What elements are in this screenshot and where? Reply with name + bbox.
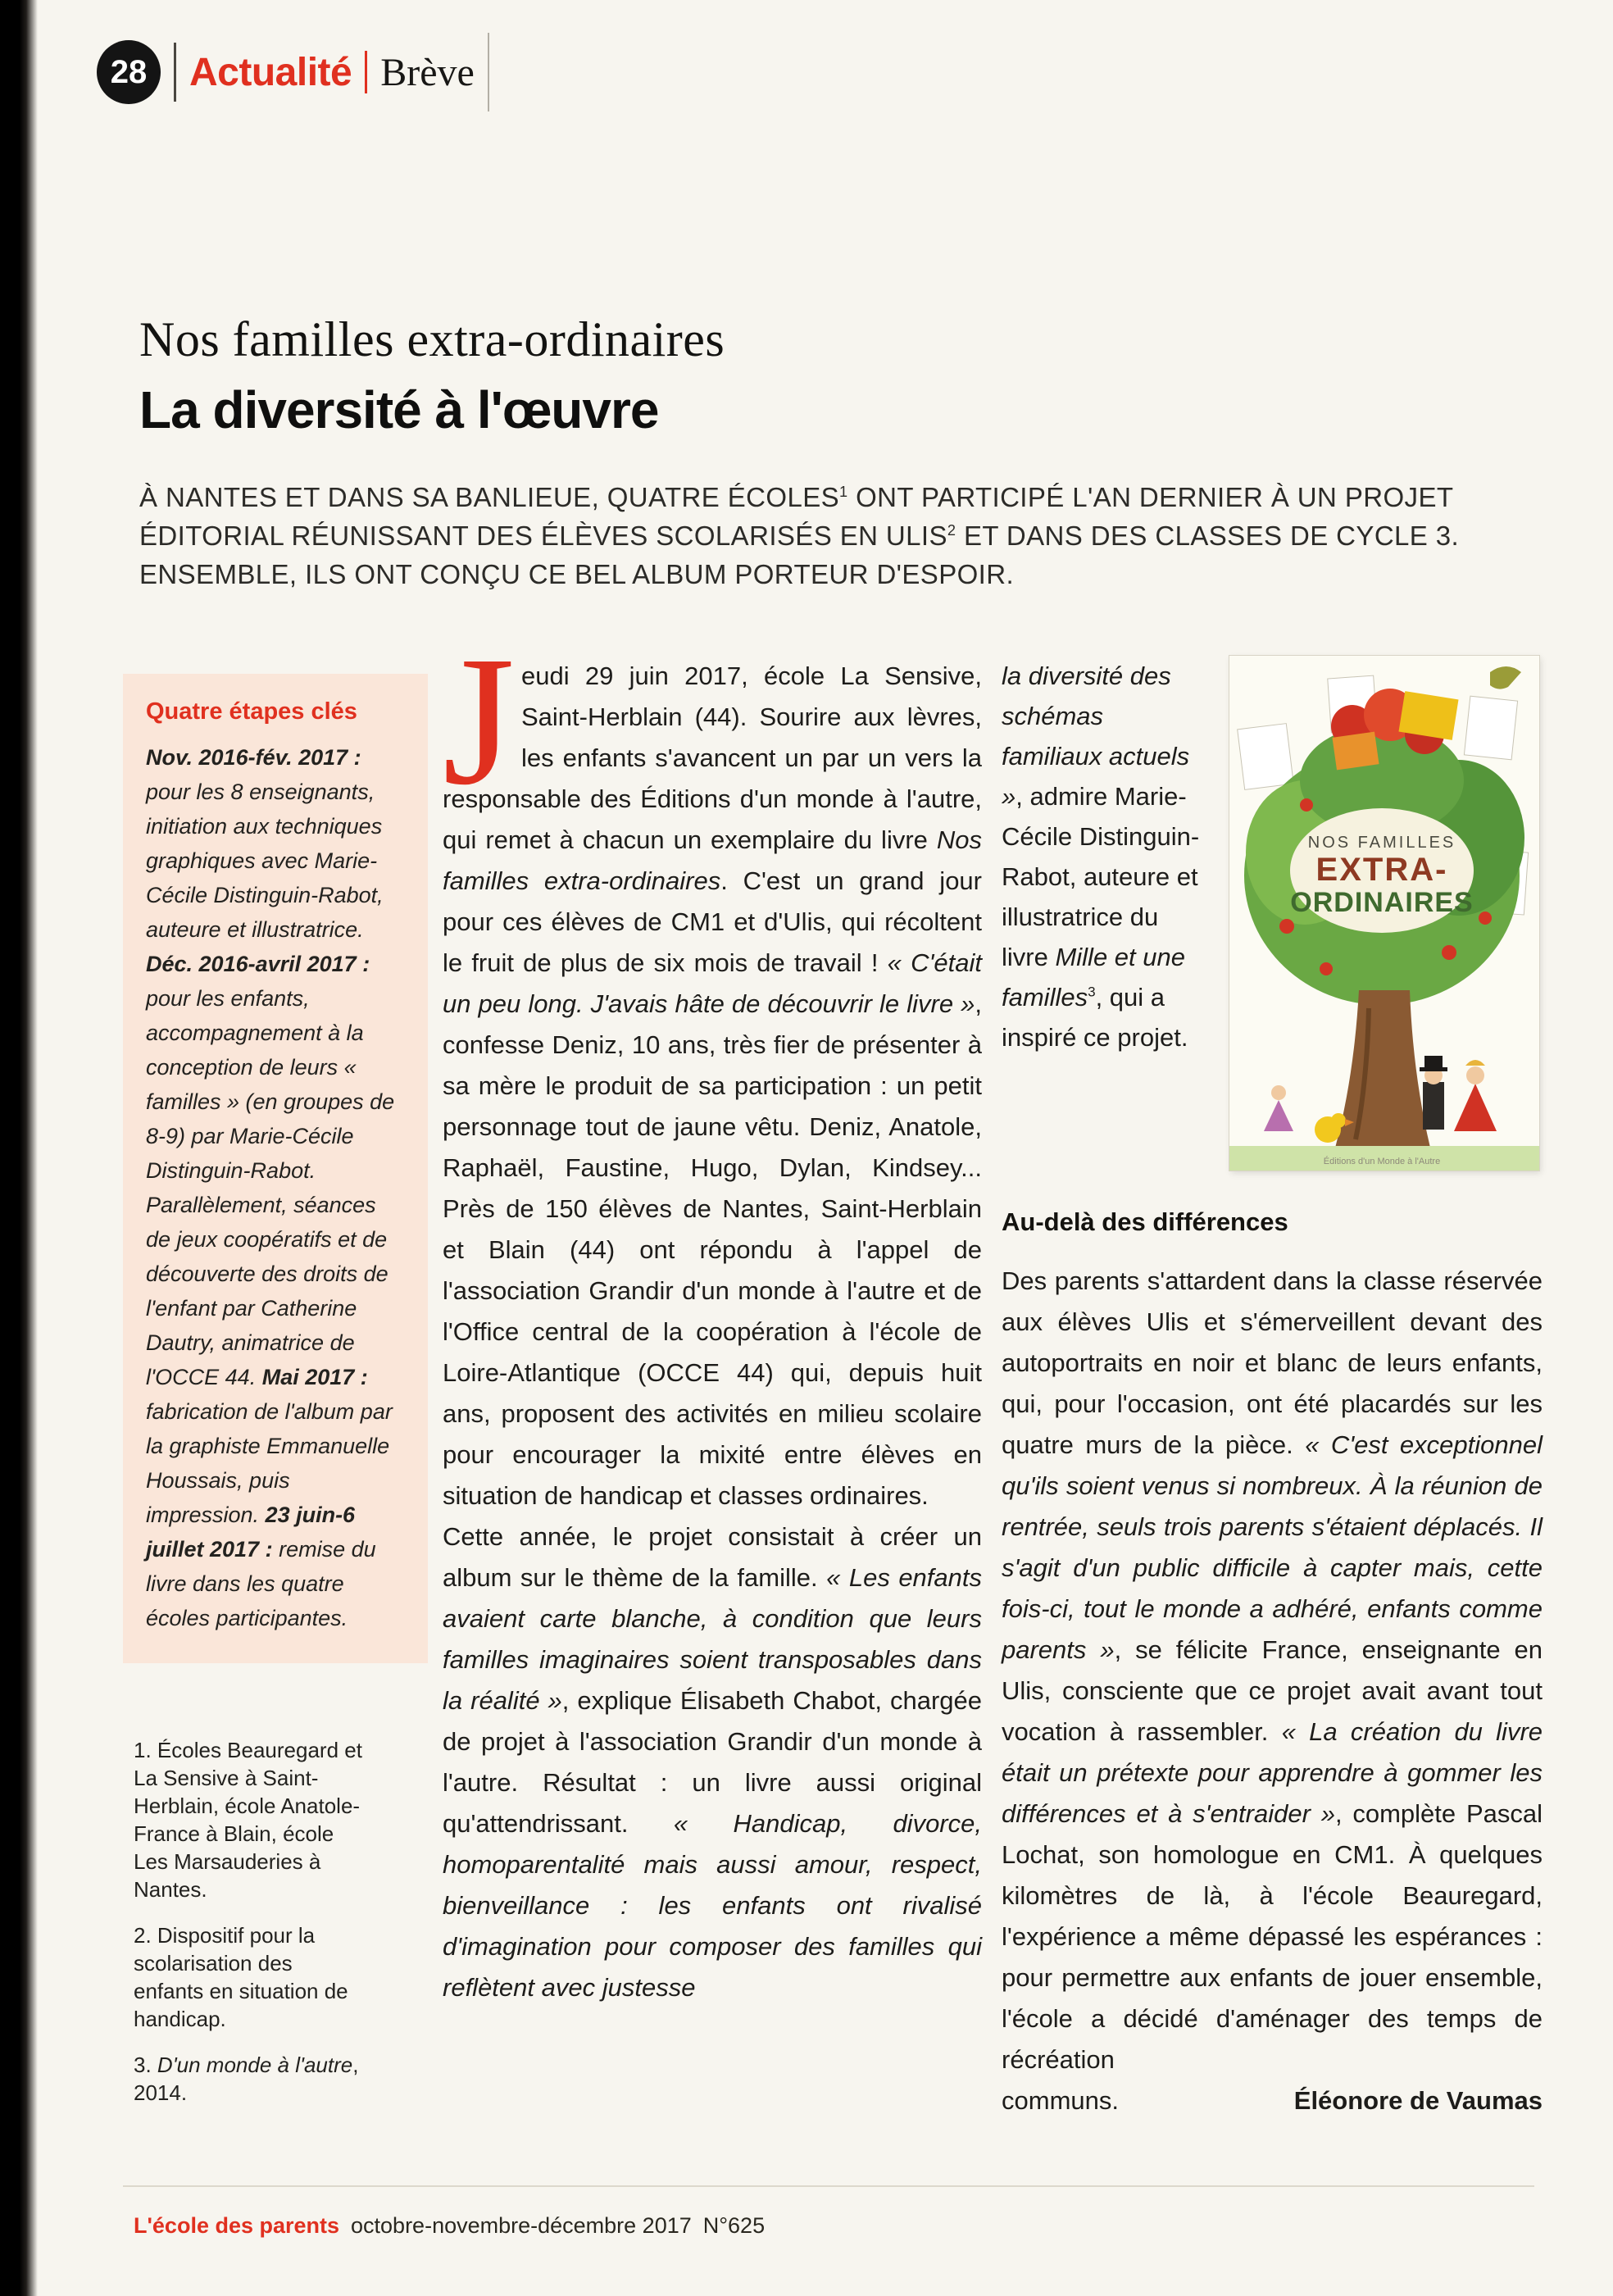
cover-series-title: NOS FAMILLES — [1307, 834, 1456, 852]
article-paragraph-continuation: la diversité des schémas familiaux actuels », admire Marie-Cécile Distinguin-Rabot, auteure et illustratrice du livre Mille et une familles$^3$, qui a inspiré ce projet. — [1002, 662, 1200, 1052]
book-cover — [1229, 656, 1539, 1171]
article-paragraph-3: Des parents s'attardent dans la classe réservée aux élèves Ulis et s'émerveillent devant des autoportraits en noir et blanc de leurs enfants, qui, pour l'occasion, ont été placardés sur les quatre murs de la pièce. « C'est exceptionnel qu'ils soient venus si nombreux. À la réunion de rentrée, seuls trois parents s'étaient déplacés. Il s'agit d'un public difficile à capter mais, cette fois-ci, tout le monde a adhéré, enfants comme parents », se félicite France, enseignante en Ulis, consciente que ce projet avait avant tout vocation à rassembler. « La création du livre était un prétexte pour apprendre à gommer les différences et à s'entraider », complète Pascal Lochat, son homologue en CM1. À quelques kilomètres de là, à l'école Beauregard, l'expérience a même dépassé les espérances : pour permettre aux enfants de jouer ensemble, l'école a décidé d'aménager des temps de récréation — [1002, 1266, 1543, 2074]
sidebar-body: Nov. 2016-fév. 2017 : pour les 8 enseignants, initiation aux techniques graphiques avec Marie-Cécile Distinguin-Rabot, auteure et illustratrice. Déc. 2016-avril 2017 : pour les enfants, accompagnement à la conception de leurs « familles » (en groupes de 8-9) par Marie-Cécile Distinguin-Rabot. Parallèlement, séances de jeux coopératifs et de découverte des droits de l'enfant par Catherine Dautry, animatrice de l'OCCE 44. Mai 2017 : fabrication de l'album par la graphiste Emmanuelle Houssais, puis impression. 23 juin-6 juillet 2017 : remise du livre dans les quatre écoles participantes. — [146, 745, 395, 1630]
masthead-divider-gray — [488, 33, 489, 111]
rubric-label: Brève — [380, 50, 475, 94]
article-subheading: Au-delà des différences — [1002, 1207, 1288, 1236]
footnote-2: 2. Dispositif pour la scolarisation des enfants en situation de handicap. — [134, 1923, 348, 2031]
article-column-2 — [1002, 656, 1543, 2121]
masthead-divider — [174, 43, 176, 102]
article-kicker-title: Nos familles extra-ordinaires — [139, 312, 725, 366]
footer-rule — [123, 2185, 1534, 2187]
masthead — [97, 33, 489, 111]
cover-title-line1: EXTRA- — [1315, 852, 1448, 888]
issue-number: N°625 — [702, 2213, 766, 2238]
article-header — [139, 311, 1538, 593]
page-footer — [134, 2213, 765, 2239]
page-number: 28 — [110, 53, 148, 90]
article-last-line — [1002, 2080, 1543, 2121]
page-number-badge — [97, 40, 161, 104]
masthead-divider-red — [365, 51, 367, 93]
paragraph-1-text: eudi 29 juin 2017, école La Sensive, Saint-Herblain (44). Sourire aux lèvres, les enfants s'avancent un par un vers la responsable des Éditions d'un monde à l'autre, qui remet à chacun un exemplaire du livre Nos familles extra-ordinaires. C'est un grand jour pour ces élèves de CM1 et d'Ulis, qui récoltent le fruit de plus de six mois de travail ! « C'était un peu long. J'avais hâte de découvrir le livre », confesse Deniz, 10 ans, très fier de présenter à sa mère le produit de sa participation : un petit personnage tout de jaune vêtu. Deniz, Anatole, Raphaël, Faustine, Hugo, Dylan, Kindsey... Près de 150 élèves de Nantes, Saint-Herblain et Blain (44) ont répondu à l'appel de l'association Grandir d'un monde à l'autre et de l'Office central de la coopération à l'école de Loire-Atlantique (OCCE 44) qui, depuis huit ans, proposent des activités en milieu scolaire pour encourager la mixité entre élèves en situation de handicap et classes ordinaires. — [443, 662, 983, 1510]
footnotes — [134, 1736, 365, 2125]
article-paragraph-1 — [443, 618, 983, 1516]
dropcap: J — [443, 618, 515, 823]
key-steps-sidebar — [123, 674, 428, 1663]
cover-title-line2: ORDINAIRES — [1290, 887, 1474, 918]
sidebar-title: Quatre étapes clés — [146, 698, 357, 725]
byline: Éléonore de Vaumas — [1293, 2086, 1543, 2115]
scan-edge — [0, 0, 38, 2296]
standfirst: À NANTES ET DANS SA BANLIEUE, QUATRE ÉCOLES$^1$ ONT PARTICIPÉ L'AN DERNIER À UN PROJET ÉDITORIAL RÉUNISSANT DES ÉLÈVES SCOLARISÉS EN ULIS$^2$ ET DANS DES CLASSES DE CYCLE 3. ENSEMBLE, ILS ONT CONÇU CE BEL ALBUM PORTEUR D'ESPOIR. — [139, 482, 1460, 589]
article-paragraph-2: Cette année, le projet consistait à créer un album sur le thème de la famille. « Les enfants avaient carte blanche, à condition que leurs familles imaginaires soient transposables dans la réalité », explique Élisabeth Chabot, chargée de projet à l'association Grandir d'un monde à l'autre. Résultat : un livre aussi original qu'attendrissant. « Handicap, divorce, homoparentalité mais aussi amour, respect, bienveillance : les enfants ont rivalisé d'imagination pour composer des familles qui reflètent avec justesse — [443, 1522, 983, 2002]
section-label: Actualité — [189, 50, 352, 94]
footnote-3: 3. D'un monde à l'autre, 2014. — [134, 2053, 359, 2105]
column-2-top-row — [1002, 656, 1543, 1174]
article-title: La diversité à l'œuvre — [139, 380, 659, 439]
last-words: communs. — [1002, 2086, 1119, 2115]
magazine-name: L'école des parents — [134, 2213, 340, 2238]
issue-date: octobre-novembre-décembre 2017 — [351, 2213, 692, 2238]
article-column-1 — [443, 618, 983, 2008]
cover-publisher-credit: Éditions d'un Monde à l'Autre — [1323, 1157, 1441, 1166]
footnote-1: 1. Écoles Beauregard et La Sensive à Saint-Herblain, école Anatole-France à Blain, école Les Marsauderies à Nantes. — [134, 1738, 362, 1902]
book-cover-illustration — [1229, 656, 1539, 1171]
